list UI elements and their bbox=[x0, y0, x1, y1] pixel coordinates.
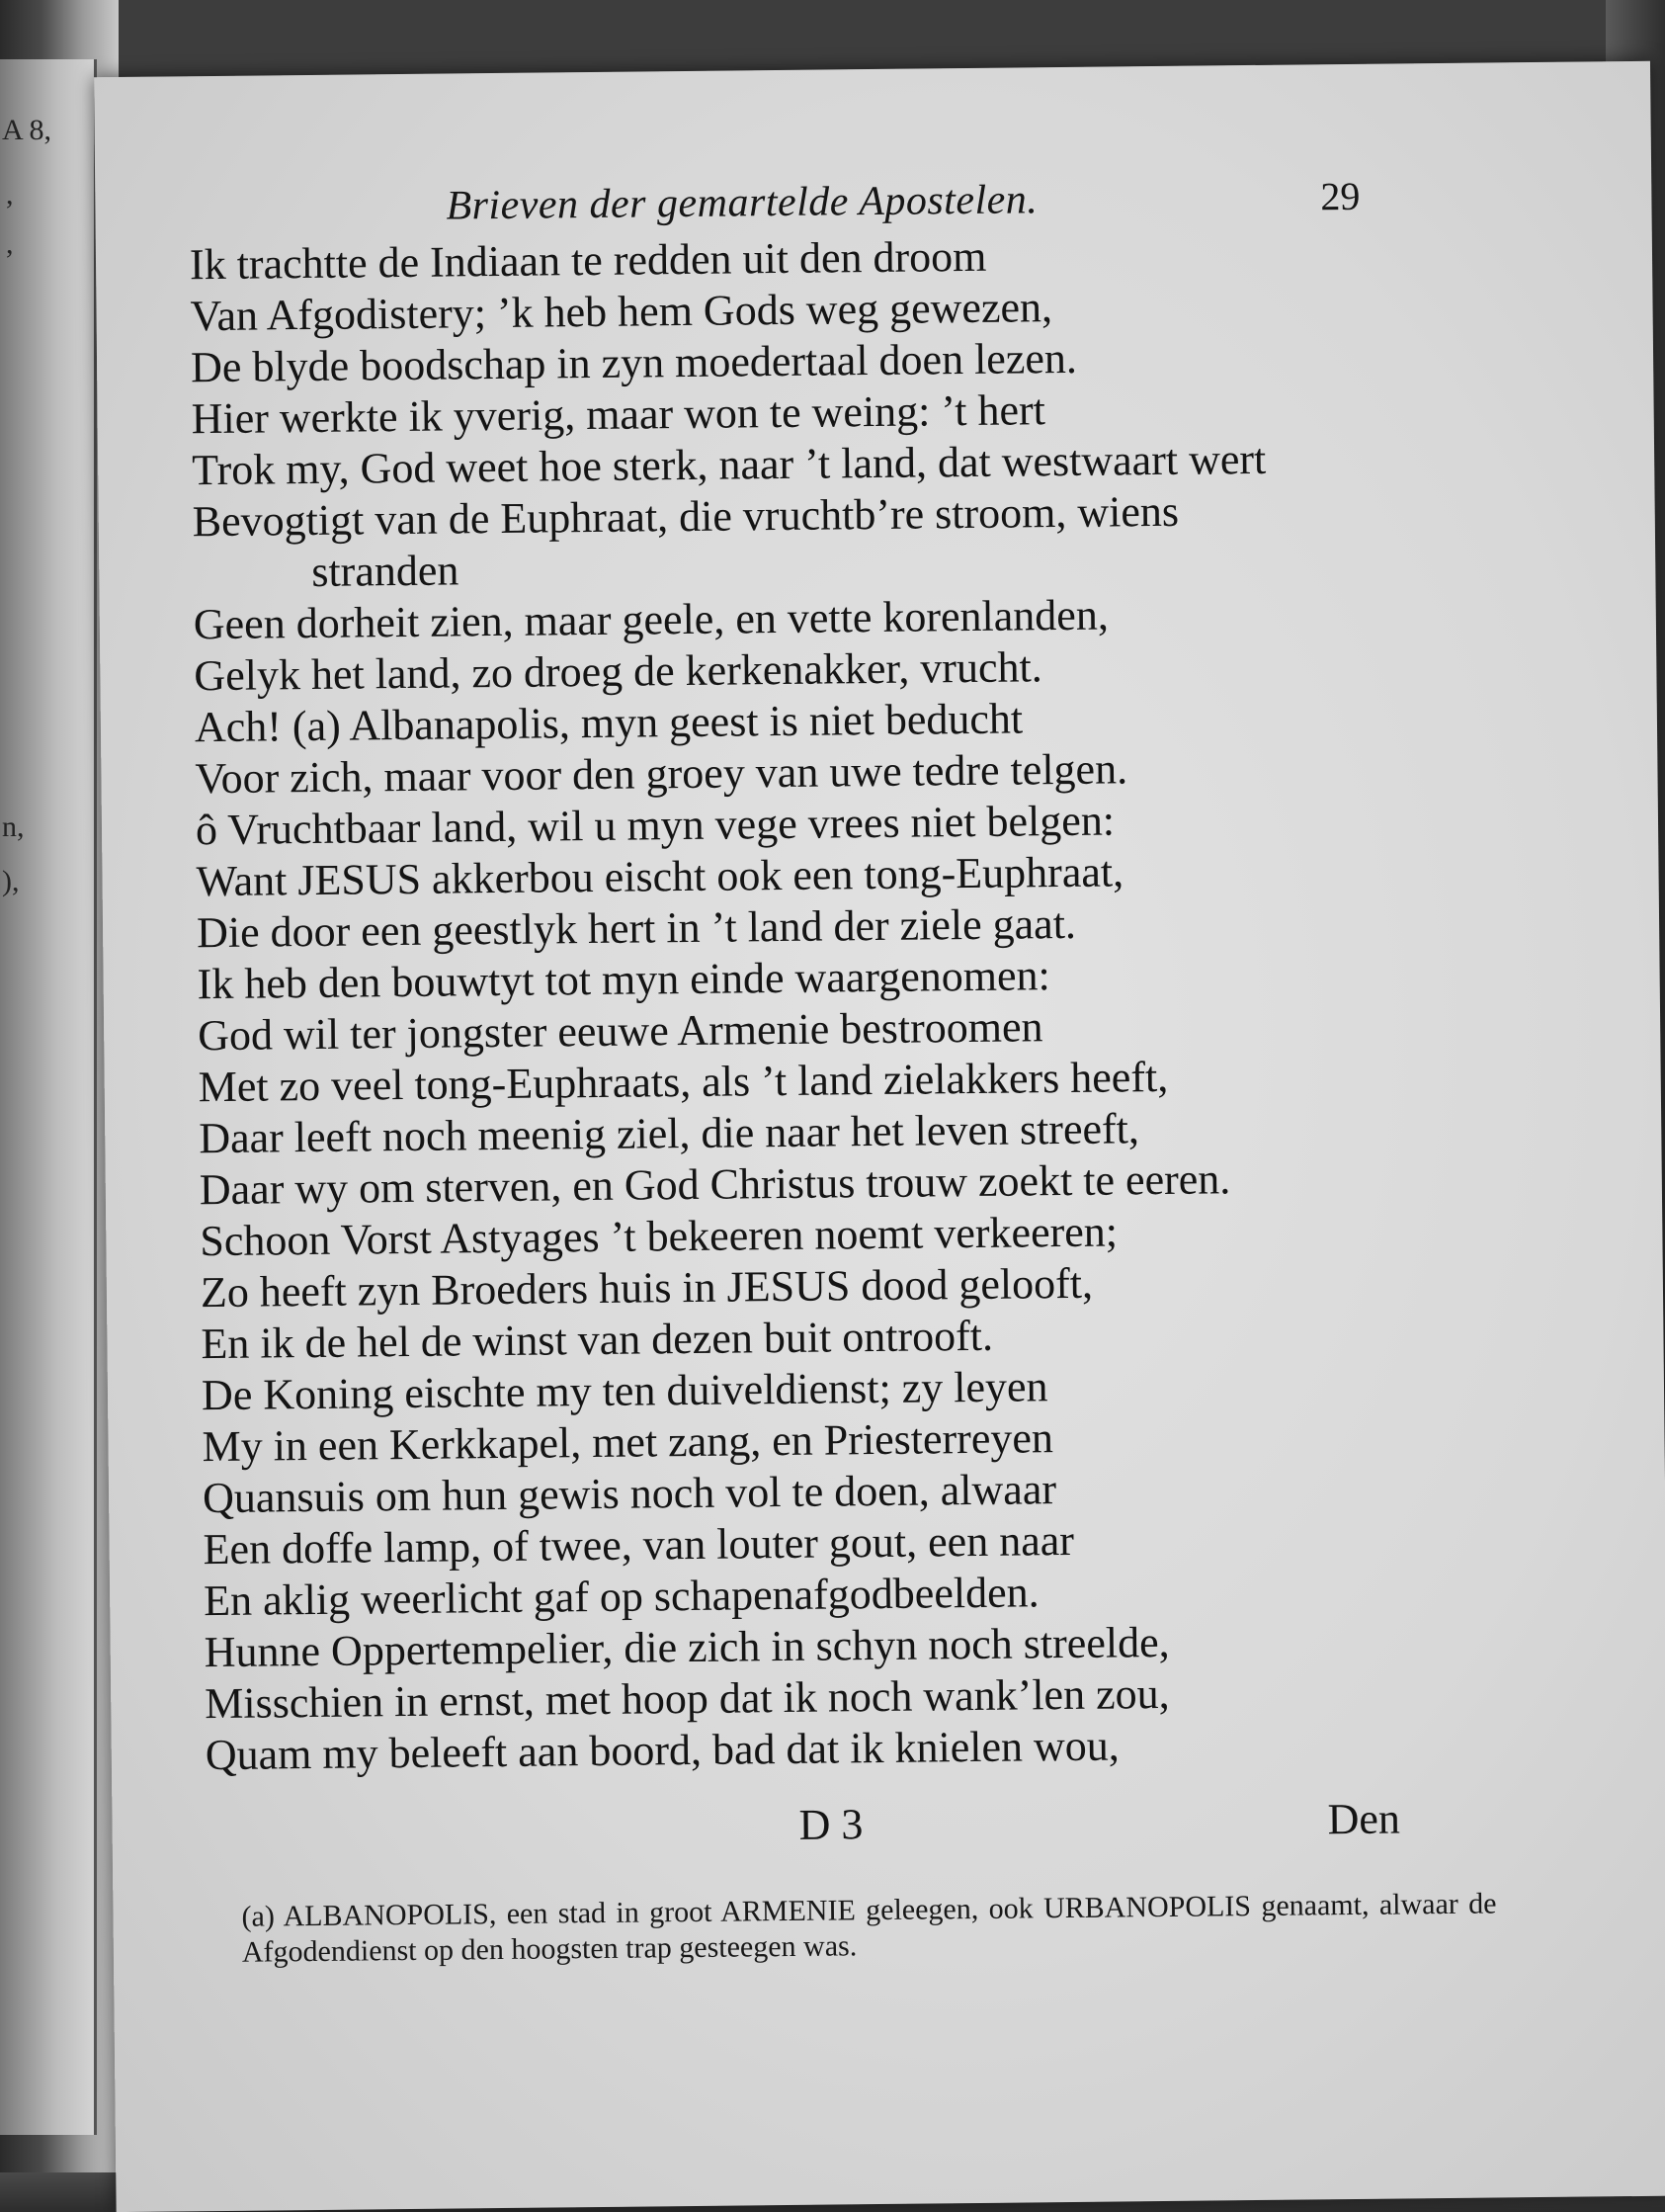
catchword: Den bbox=[1327, 1794, 1401, 1844]
poem-line: God wil ter jongster eeuwe Armenie bestroomen bbox=[197, 1002, 1043, 1061]
poem-line: Die door een geestlyk hert in ’t land der ziele gaat. bbox=[196, 898, 1077, 958]
poem-line: Zo heeft zyn Broeders huis in JESUS dood gelooft, bbox=[200, 1258, 1094, 1318]
poem-line: Daar wy om sterven, en God Christus trouw zoekt te eeren. bbox=[199, 1154, 1231, 1215]
poem-line: Met zo veel tong-Euphraats, als ’t land zielakkers heeft, bbox=[198, 1052, 1169, 1112]
poem-line: Hier werkte ik yverig, maar won te weing: ’t hert bbox=[191, 385, 1046, 444]
poem-line: Schoon Vorst Astyages ’t bekeeren noemt verkeeren; bbox=[200, 1207, 1119, 1266]
poem-line: En aklig weerlicht gaf op schapenafgodbeelden. bbox=[203, 1568, 1040, 1626]
poem-line: De blyde boodschap in zyn moedertaal doen lezen. bbox=[190, 333, 1078, 392]
prev-page-fragment: ), bbox=[2, 865, 20, 897]
poem-line: Voor zich, maar voor den groey van uwe tedre telgen. bbox=[195, 744, 1128, 804]
poem-line: ô Vruchtbaar land, wil u myn vege vrees niet belgen: bbox=[195, 796, 1116, 855]
poem-line: Quam my beleeft aan boord, bad dat ik knielen wou, bbox=[205, 1721, 1120, 1780]
prev-page-fragment: n, bbox=[2, 810, 25, 843]
poem-line: Ik heb den bouwtyt tot myn einde waargenomen: bbox=[197, 951, 1050, 1009]
poem-line: Geen dorheit zien, maar geele, en vette korenlanden, bbox=[193, 590, 1110, 649]
prev-page-fragment: , bbox=[6, 178, 14, 211]
poem-line: Want JESUS akkerbou eischt ook een tong-Euphraat, bbox=[196, 847, 1124, 906]
poem-line: Van Afgodistery; ’k heb hem Gods weg gewezen, bbox=[190, 283, 1053, 341]
running-head: Brieven der gemartelde Apostelen. bbox=[446, 177, 1039, 229]
poem-line: En ik de hel de winst van dezen buit ontrooft. bbox=[201, 1311, 994, 1369]
poem-text bbox=[190, 225, 1589, 1782]
prev-page-fragment: , bbox=[6, 227, 14, 260]
poem-line: Gelyk het land, zo droeg de kerkenakker, vrucht. bbox=[194, 642, 1042, 701]
footnote: (a) ALBANOPOLIS, een stad in groot ARMENIE geleegen, ook URBANOPOLIS genaamt, alwaar de Afgodendienst op den hoogsten trap gesteegen was. bbox=[241, 1887, 1497, 1969]
previous-page-edge bbox=[0, 59, 97, 2135]
poem-line: Bevogtigt van de Euphraat, die vruchtb’re stroom, wiens bbox=[192, 486, 1180, 547]
poem-line: Trok my, God weet hoe sterk, naar ’t land, dat westwaart wert bbox=[191, 434, 1267, 495]
poem-line: Ach! (a) Albanapolis, myn geest is niet beducht bbox=[194, 694, 1024, 752]
poem-line: Ik trachtte de Indiaan te redden uit den droom bbox=[189, 231, 987, 290]
poem-line: Misschien in ernst, met hoop dat ik noch wank’len zou, bbox=[205, 1668, 1170, 1729]
poem-line: stranden bbox=[311, 546, 459, 596]
poem-line: My in een Kerkkapel, met zang, en Priesterreyen bbox=[202, 1413, 1054, 1472]
poem-line: Quansuis om hun gewis noch vol te doen, alwaar bbox=[202, 1465, 1057, 1523]
poem-line: De Koning eischte my ten duiveldienst; zy leyen bbox=[201, 1362, 1048, 1420]
signature-mark: D 3 bbox=[798, 1800, 864, 1849]
poem-line: Hunne Oppertempelier, die zich in schyn noch streelde, bbox=[204, 1617, 1170, 1677]
prev-page-fragment: A 8, bbox=[2, 114, 52, 146]
page-number: 29 bbox=[1320, 173, 1361, 219]
poem-line: Daar leeft noch meenig ziel, die naar het leven streeft, bbox=[199, 1104, 1140, 1163]
poem-line: Een doffe lamp, of twee, van louter gout, een naar bbox=[203, 1515, 1075, 1574]
book-page bbox=[94, 61, 1665, 2212]
